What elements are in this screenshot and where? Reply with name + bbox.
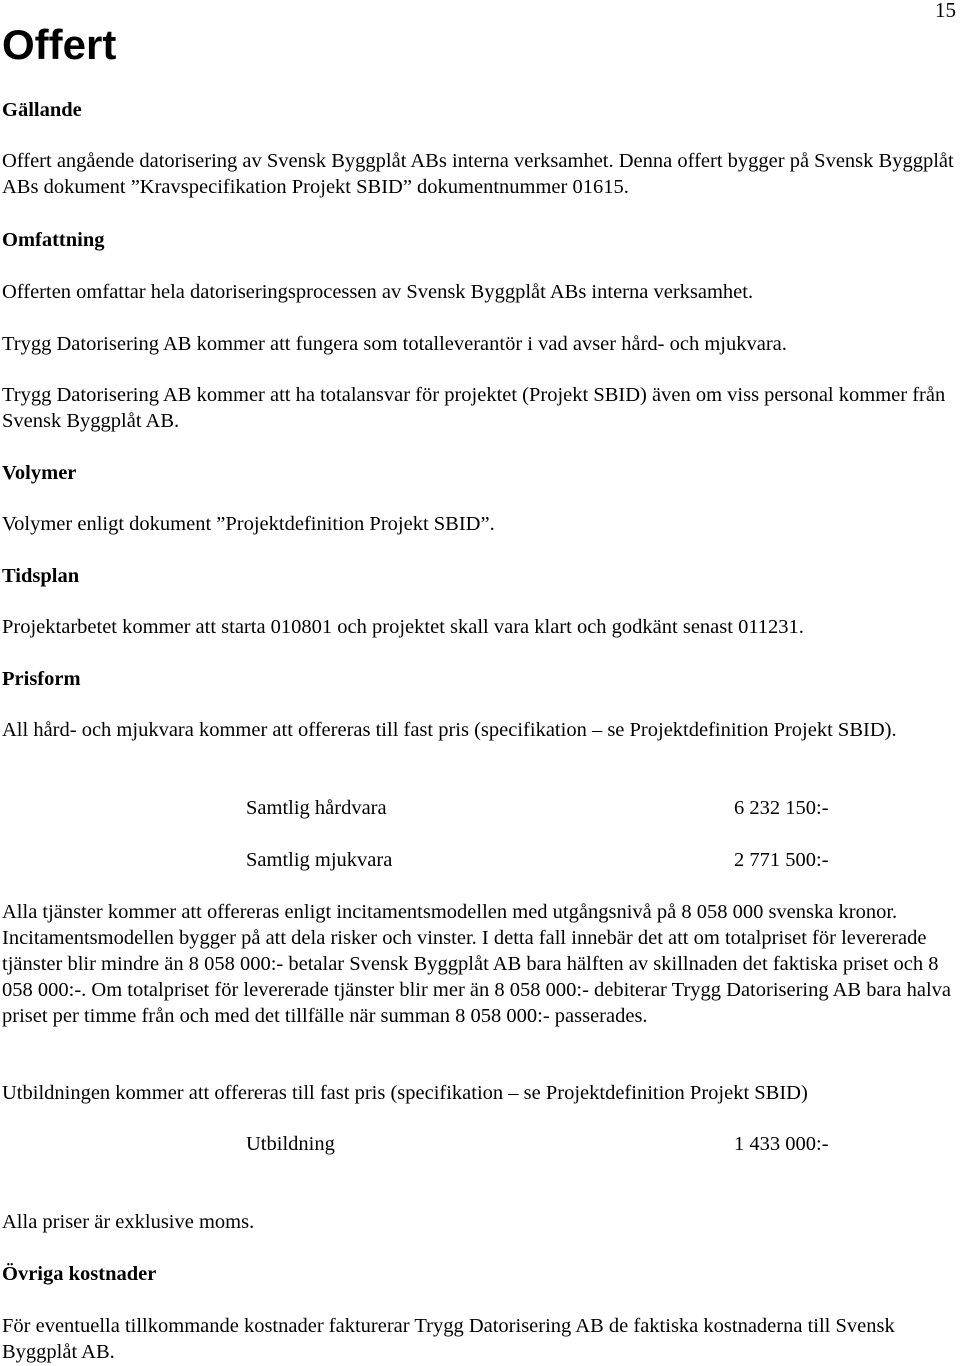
- price-row: [0, 1131, 960, 1157]
- page-title: Offert: [2, 21, 117, 68]
- heading-volymer: Volymer: [2, 462, 77, 484]
- paragraph-prisform-2: Alla tjänster kommer att offereras enligt incitamentsmodellen med utgångsnivå på 8 058 000 svenska kronor. Incitamentsmodellen bygger på att dela risker och vinster. I detta fall innebär det att om totalpriset för levererade tjänster blir mindre än 8 058 000:- betalar Svensk Byggplåt AB bara hälften av skillnaden det faktiska priset och 8 058 000:-. Om totalpriset för levererade tjänster blir mer än 8 058 000:- debiterar Trygg Datorisering AB bara halva priset per timme från och med det tillfälle när summan 8 058 000:- passerades.: [2, 901, 952, 1027]
- paragraph-prisform-3: Utbildningen kommer att offereras till fast pris (specifikation – se Projektdefinition Projekt SBID): [2, 1082, 808, 1104]
- price-row: [0, 847, 960, 873]
- heading-gallande: Gällande: [2, 99, 82, 121]
- paragraph-prisform-4: Alla priser är exklusive moms.: [2, 1211, 255, 1233]
- page-number: 15: [935, 0, 956, 22]
- price-label: Samtlig mjukvara: [246, 849, 393, 871]
- heading-tidsplan: Tidsplan: [2, 565, 80, 587]
- paragraph-omfattning-1: Offerten omfattar hela datoriseringsprocessen av Svensk Byggplåt ABs interna verksamhet.: [2, 281, 754, 303]
- paragraph-omfattning-3: Trygg Datorisering AB kommer att ha totalansvar för projektet (Projekt SBID) även om viss personal kommer från Svensk Byggplåt AB.: [2, 384, 946, 432]
- heading-prisform: Prisform: [2, 668, 81, 690]
- price-label: Samtlig hårdvara: [246, 797, 387, 819]
- paragraph-volymer: Volymer enligt dokument ”Projektdefinition Projekt SBID”.: [2, 513, 495, 535]
- paragraph-ovriga-kostnader: För eventuella tillkommande kostnader fakturerar Trygg Datorisering AB de faktiska kostnaderna till Svensk Byggplåt AB.: [2, 1315, 895, 1363]
- price-amount: 6 232 150:-: [734, 797, 829, 819]
- paragraph-omfattning-2: Trygg Datorisering AB kommer att fungera som totalleverantör i vad avser hård- och mjukvara.: [2, 333, 787, 355]
- heading-omfattning: Omfattning: [2, 229, 105, 251]
- price-row: [0, 795, 960, 821]
- price-label: Utbildning: [246, 1133, 335, 1155]
- price-amount: 1 433 000:-: [734, 1133, 829, 1155]
- heading-ovriga-kostnader: Övriga kostnader: [2, 1263, 157, 1285]
- price-amount: 2 771 500:-: [734, 849, 829, 871]
- paragraph-gallande: Offert angående datorisering av Svensk Byggplåt ABs interna verksamhet. Denna offert bygger på Svensk Byggplåt ABs dokument ”Kravspecifikation Projekt SBID” dokumentnummer 01615.: [2, 150, 954, 198]
- paragraph-tidsplan: Projektarbetet kommer att starta 010801 och projektet skall vara klart och godkänt senast 011231.: [2, 616, 804, 638]
- paragraph-prisform-1: All hård- och mjukvara kommer att offereras till fast pris (specifikation – se Projektdefinition Projekt SBID).: [2, 719, 897, 741]
